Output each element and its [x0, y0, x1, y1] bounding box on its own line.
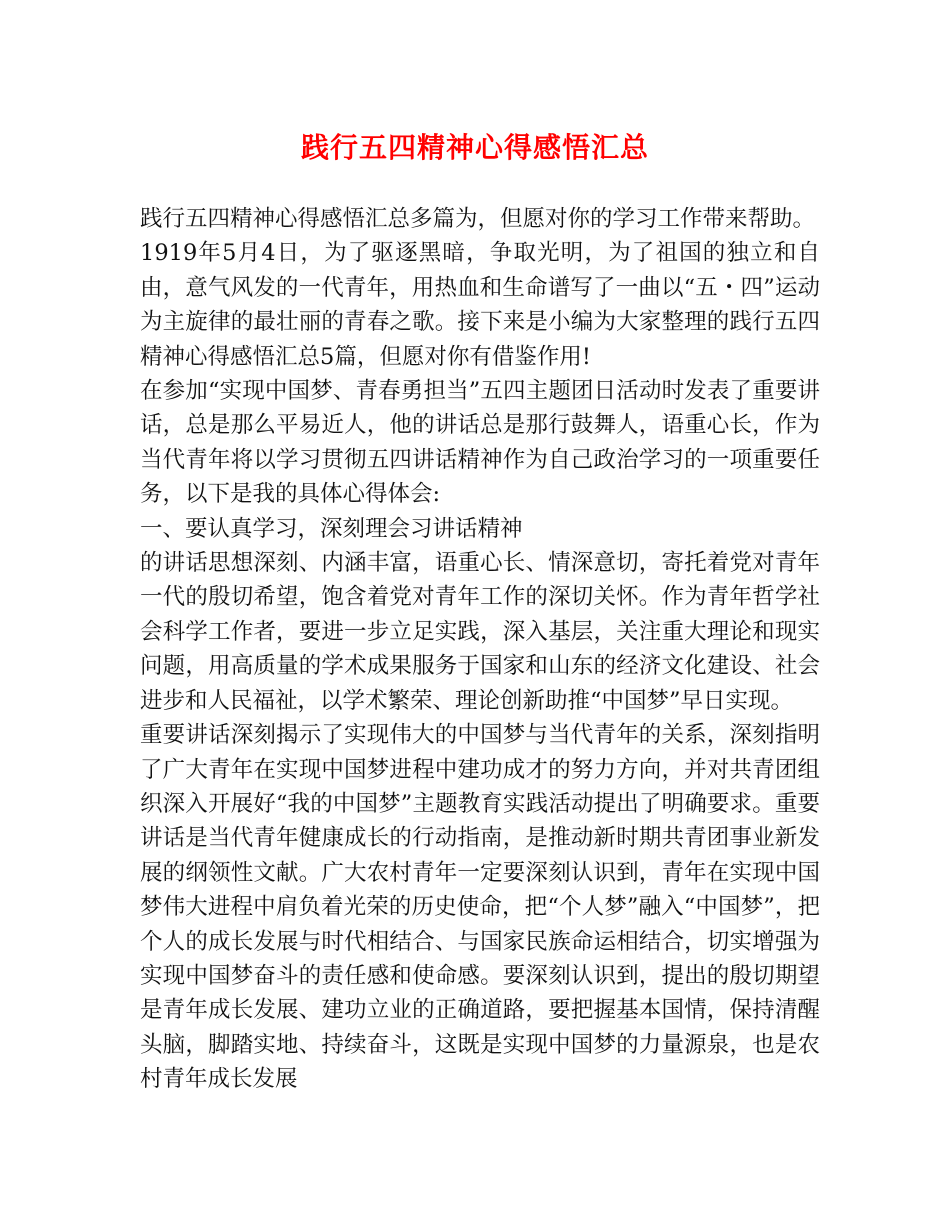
intro-paragraph: 践行五四精神心得感悟汇总多篇为，但愿对你的学习工作带来帮助。 [140, 206, 816, 232]
document-body [140, 202, 820, 1097]
speech-paragraph: 在参加“实现中国梦、青春勇担当”五四主题团日活动时发表了重要讲话，总是那么平易近人，他的讲话总是那行鼓舞人，语重心长，作为当代青年将以学习贯彻五四讲话精神作为自己政治学习的一项重要任务，以下是我的具体心得体会: [140, 378, 820, 508]
section-heading: 一、要认真学习，深刻理会习讲话精神 [140, 515, 523, 542]
history-paragraph: 1919年5月4日，为了驱逐黑暗，争取光明，为了祖国的独立和自由，意气风发的一代青年，用热血和生命谱写了一曲以“五・四”运动为主旋律的最壮丽的青春之歌。接下来是小编为大家整理的践行五四精神心得感悟汇总5篇，但愿对你有借鉴作用! [140, 240, 820, 370]
document-title: 践行五四精神心得感悟汇总 [300, 131, 649, 164]
important-speech-paragraph: 重要讲话深刻揭示了实现伟大的中国梦与当代青年的关系，深刻指明了广大青年在实现中国梦进程中建功成才的努力方向，并对共青团组织深入开展好“我的中国梦”主题教育实践活动提出了明确要求。重要讲话是当代青年健康成长的行动指南，是推动新时期共青团事业新发展的纲领性文献。广大农村青年一定要深刻认识到，青年在实现中国梦伟大进程中肩负着光荣的历史使命，把“个人梦”融入“中国梦”，把个人的成长发展与时代相结合、与国家民族命运相结合，切实增强为实现中国梦奋斗的责任感和使命感。要深刻认识到，提出的殷切期望是青年成长发展、建功立业的正确道路，要把握基本国情，保持清醒头脑，脚踏实地、持续奋斗，这既是实现中国梦的力量源泉，也是农村青年成长发展 [140, 722, 820, 1093]
speech-content-paragraph: 的讲话思想深刻、内涵丰富，语重心长、情深意切，寄托着党对青年一代的殷切希望，饱含着党对青年工作的深切关怀。作为青年哲学社会科学工作者，要进一步立足实践，深入基层，关注重大理论和现实问题，用高质量的学术成果服务于国家和山东的经济文化建设、社会进步和人民福祉，以学术繁荣、理论创新助推“中国梦”早日实现。 [140, 550, 820, 714]
